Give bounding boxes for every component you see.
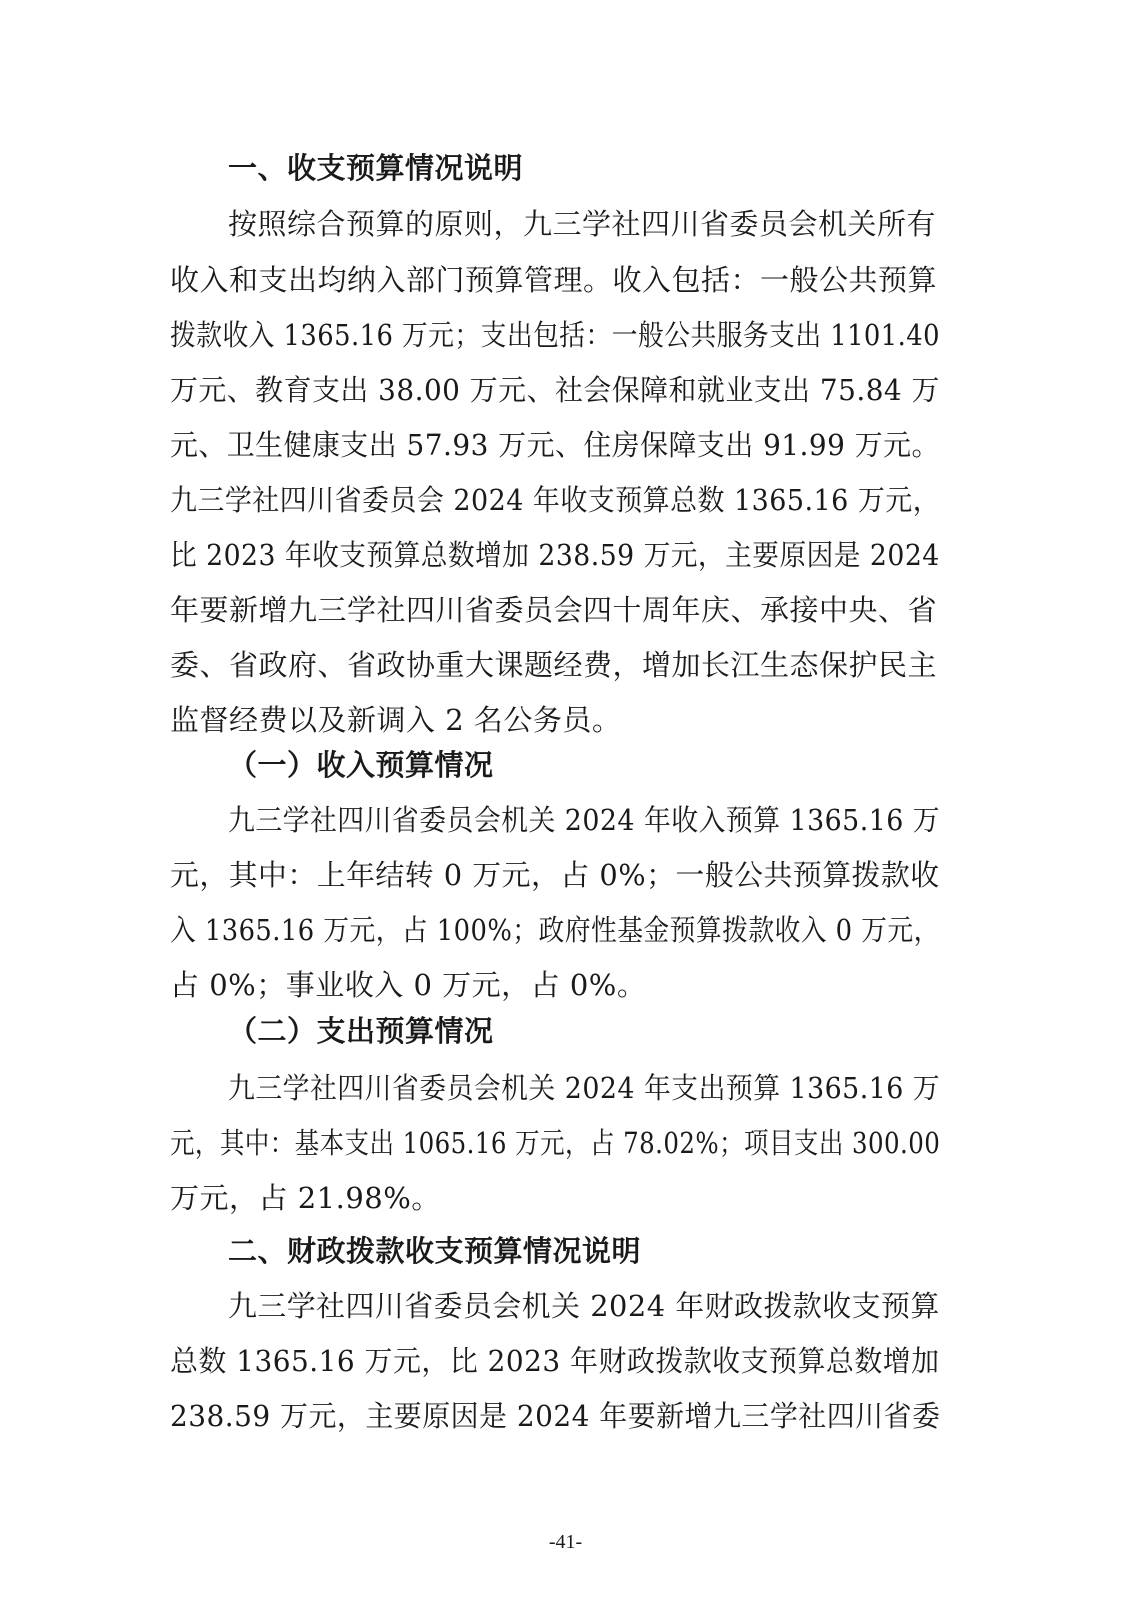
paragraph-line: 元、卫生健康支出 57.93 万元、住房保障支出 91.99 万元。 <box>170 428 940 462</box>
paragraph-line: 拨款收入 1365.16 万元；支出包括：一般公共服务支出 1101.40 <box>170 318 940 352</box>
paragraph-line: 元，其中：基本支出 1065.16 万元，占 78.02%；项目支出 300.00 <box>170 1126 941 1160</box>
subsection-heading-income: （一）收入预算情况 <box>228 748 494 782</box>
paragraph-line: 按照综合预算的原则，九三学社四川省委员会机关所有 <box>228 207 937 241</box>
paragraph-line: 总数 1365.16 万元，比 2023 年财政拨款收支预算总数增加 <box>170 1344 940 1378</box>
paragraph-line: 年要新增九三学社四川省委员会四十周年庆、承接中央、省 <box>170 593 938 627</box>
paragraph-line: 委、省政府、省政协重大课题经费，增加长江生态保护民主 <box>170 648 938 682</box>
paragraph-line: 比 2023 年收支预算总数增加 238.59 万元，主要原因是 2024 <box>170 538 940 572</box>
section-heading-1: 一、收支预算情况说明 <box>228 151 524 185</box>
paragraph-line: 238.59 万元，主要原因是 2024 年要新增九三学社四川省委 <box>170 1399 941 1433</box>
paragraph-line: 万元、教育支出 38.00 万元、社会保障和就业支出 75.84 万 <box>170 373 940 407</box>
paragraph-line: 元，其中：上年结转 0 万元，占 0%；一般公共预算拨款收 <box>170 858 940 892</box>
subsection-heading-expenditure: （二）支出预算情况 <box>228 1014 494 1048</box>
paragraph-line: 九三学社四川省委员会机关 2024 年支出预算 1365.16 万 <box>228 1071 941 1105</box>
paragraph-line: 监督经费以及新调入 2 名公务员。 <box>170 703 622 737</box>
section-heading-2: 二、财政拨款收支预算情况说明 <box>228 1234 642 1268</box>
paragraph-line: 九三学社四川省委员会机关 2024 年收入预算 1365.16 万 <box>228 803 941 837</box>
paragraph-line: 入 1365.16 万元，占 100%；政府性基金预算拨款收入 0 万元， <box>170 913 940 947</box>
paragraph-line: 万元，占 21.98%。 <box>170 1181 441 1215</box>
paragraph-line: 九三学社四川省委员会 2024 年收支预算总数 1365.16 万元， <box>170 483 941 517</box>
paragraph-line: 九三学社四川省委员会机关 2024 年财政拨款收支预算 <box>228 1289 940 1323</box>
paragraph-line: 占 0%；事业收入 0 万元，占 0%。 <box>170 968 647 1002</box>
page-number: -41- <box>548 1531 583 1553</box>
paragraph-line: 收入和支出均纳入部门预算管理。收入包括：一般公共预算 <box>170 263 938 297</box>
